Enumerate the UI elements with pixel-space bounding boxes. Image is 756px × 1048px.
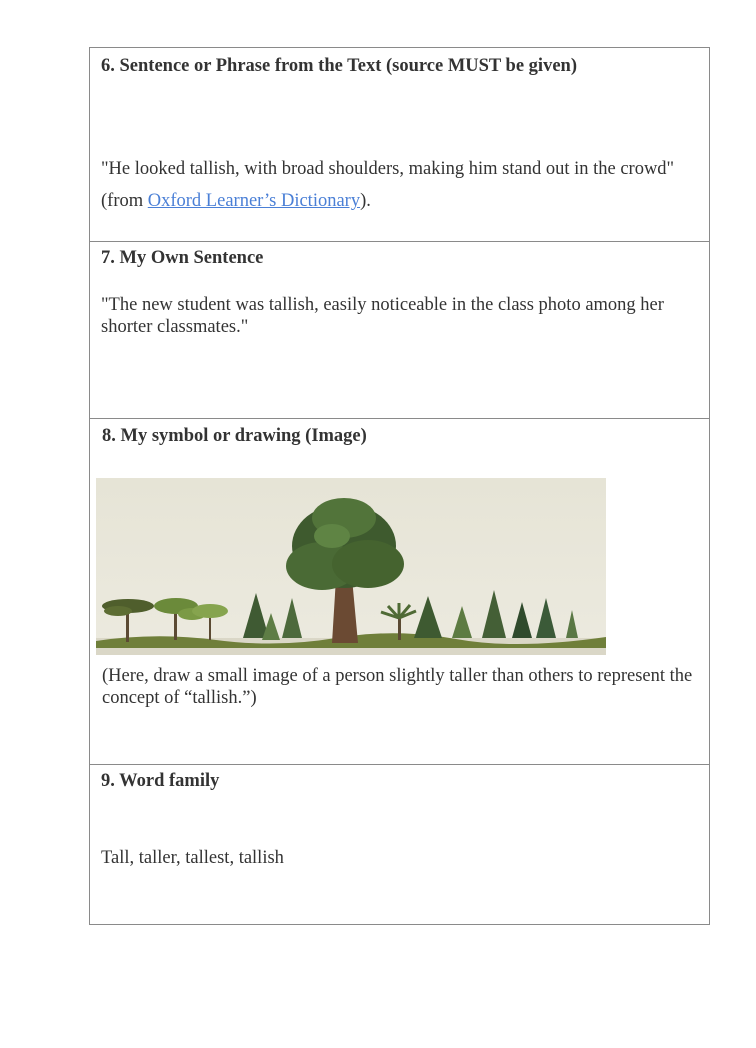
tree-landscape-image: [96, 478, 606, 655]
row-sentence-from-text: [90, 48, 709, 242]
vocabulary-table: [89, 47, 710, 925]
source-suffix: ).: [360, 191, 371, 211]
row-symbol-drawing: [90, 419, 709, 765]
own-sentence-text: "The new student was tallish, easily noticeable in the class photo among her shorter classmates.": [101, 295, 664, 337]
row-7-heading: 7. My Own Sentence: [101, 248, 264, 268]
source-link[interactable]: Oxford Learner’s Dictionary: [147, 191, 361, 211]
word-family-list: Tall, taller, tallest, tallish: [101, 848, 284, 868]
row-9-heading: 9. Word family: [101, 771, 220, 791]
text-quote: "He looked tallish, with broad shoulders, making him stand out in the crowd": [101, 159, 675, 179]
drawing-caption: (Here, draw a small image of a person slightly taller than others to represent the concept of “tallish.”): [102, 666, 693, 708]
row-6-heading: 6. Sentence or Phrase from the Text (source MUST be given): [101, 56, 577, 76]
source-prefix: (from: [101, 191, 148, 211]
row-6-body: [101, 153, 699, 217]
row-own-sentence: [90, 242, 709, 419]
source-line: [101, 185, 699, 217]
row-word-family: [90, 765, 709, 925]
row-8-heading: 8. My symbol or drawing (Image): [102, 426, 367, 446]
